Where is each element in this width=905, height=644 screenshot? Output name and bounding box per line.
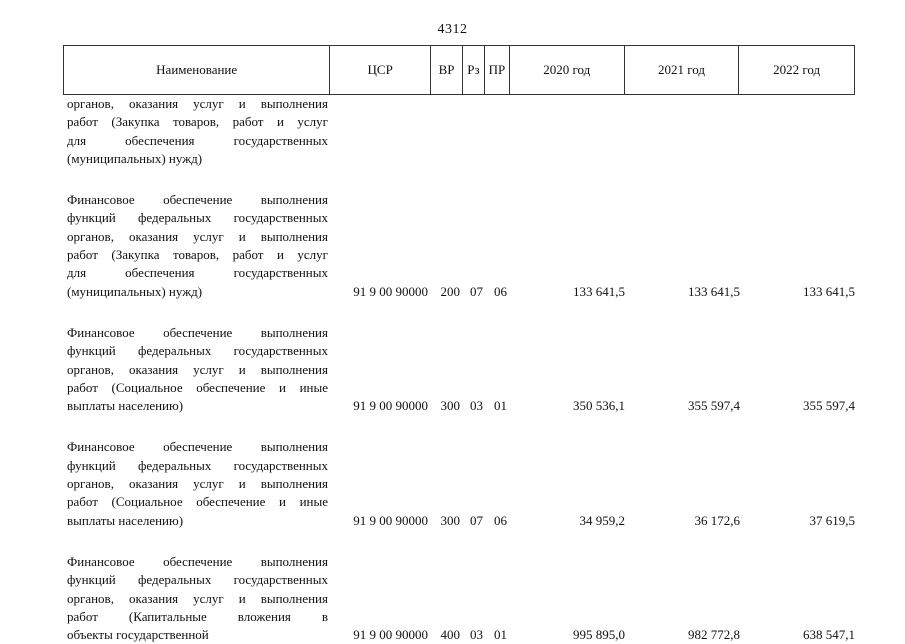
row-value-2022: 355 597,4 [803, 398, 855, 414]
table-row [63, 191, 855, 301]
row-name-line: органов, оказания услуг и выполнения [67, 96, 328, 111]
row-name [63, 95, 330, 168]
header-2021: 2021 год [625, 46, 740, 94]
row-value-2020: 995 895,0 [573, 627, 625, 643]
row-name-line: Финансовое обеспечение выполнения [67, 192, 328, 208]
row-name-line: Финансовое обеспечение выполнения [67, 439, 328, 455]
table-row [63, 438, 855, 529]
row-spacer [63, 168, 855, 191]
row-spacer [63, 301, 855, 324]
row-name-line: органов, оказания услуг и выполнения [67, 361, 328, 377]
row-name-line: органов, оказания услуг и выполнения [67, 476, 328, 492]
row-name [63, 191, 330, 301]
row-value-2022: 133 641,5 [803, 283, 855, 299]
row-value-2020: 34 959,2 [579, 512, 625, 528]
row-name-line: работ (Капитальные вложения в [67, 608, 328, 624]
row-csr: 91 9 00 90000 [353, 512, 428, 528]
row-name-line: работ (Закупка товаров, работ и услуг [67, 247, 328, 263]
row-name [63, 438, 330, 529]
row-name-line: для обеспечения государственных [67, 265, 328, 281]
row-rz: 07 [470, 283, 483, 299]
row-csr: 91 9 00 90000 [353, 283, 428, 299]
row-csr: 91 9 00 90000 [353, 398, 428, 414]
row-name-line: (муниципальных) нужд) [67, 283, 203, 299]
row-name-line: функций федеральных государственных [67, 457, 328, 473]
table-row [63, 95, 855, 168]
row-rz: 03 [470, 627, 483, 643]
row-name-line: выплаты населению) [67, 512, 184, 528]
row-spacer [63, 415, 855, 438]
table-header [63, 45, 855, 95]
row-name-line: для обеспечения государственных [67, 132, 328, 148]
row-name [63, 324, 330, 415]
row-pr: 01 [494, 627, 507, 643]
table-body [63, 95, 855, 644]
row-value-2022: 37 619,5 [809, 512, 855, 528]
row-name [63, 553, 330, 644]
row-csr: 91 9 00 90000 [353, 627, 428, 643]
row-spacer [63, 530, 855, 553]
row-pr: 06 [494, 512, 507, 528]
row-value-2021: 355 597,4 [688, 398, 740, 414]
row-rz: 07 [470, 512, 483, 528]
header-pr: ПР [485, 46, 510, 94]
row-name-line: (муниципальных) нужд) [67, 150, 203, 166]
header-vr: ВР [431, 46, 463, 94]
row-name-line: органов, оказания услуг и выполнения [67, 228, 328, 244]
row-name-line: функций федеральных государственных [67, 572, 328, 588]
row-name-line: выплаты населению) [67, 398, 184, 414]
table-row [63, 553, 855, 644]
header-rz: Рз [463, 46, 485, 94]
row-value-2021: 133 641,5 [688, 283, 740, 299]
row-name-line: функций федеральных государственных [67, 210, 328, 226]
header-2020: 2020 год [510, 46, 625, 94]
row-name-line: работ (Социальное обеспечение и иные [67, 379, 328, 395]
row-name-line: работ (Закупка товаров, работ и услуг [67, 114, 328, 130]
row-rz: 03 [470, 398, 483, 414]
row-name-line: Финансовое обеспечение выполнения [67, 553, 328, 569]
row-value-2021: 982 772,8 [688, 627, 740, 643]
header-csr: ЦСР [330, 46, 431, 94]
row-vr: 200 [440, 283, 460, 299]
row-pr: 06 [494, 283, 507, 299]
row-vr: 400 [440, 627, 460, 643]
row-value-2020: 133 641,5 [573, 283, 625, 299]
row-vr: 300 [440, 512, 460, 528]
row-value-2022: 638 547,1 [803, 627, 855, 643]
row-name-line: Финансовое обеспечение выполнения [67, 324, 328, 340]
page-number: 4312 [437, 22, 468, 37]
row-pr: 01 [494, 398, 507, 414]
row-name-line: органов, оказания услуг и выполнения [67, 590, 328, 606]
header-name: Наименование [64, 46, 330, 94]
row-name-line: функций федеральных государственных [67, 343, 328, 359]
row-value-2021: 36 172,6 [694, 512, 740, 528]
row-name-line: объекты государственной [67, 627, 209, 643]
header-2022: 2022 год [773, 62, 821, 77]
row-vr: 300 [440, 398, 460, 414]
row-value-2020: 350 536,1 [573, 398, 625, 414]
table-row [63, 324, 855, 415]
row-name-line: работ (Социальное обеспечение и иные [67, 494, 328, 510]
